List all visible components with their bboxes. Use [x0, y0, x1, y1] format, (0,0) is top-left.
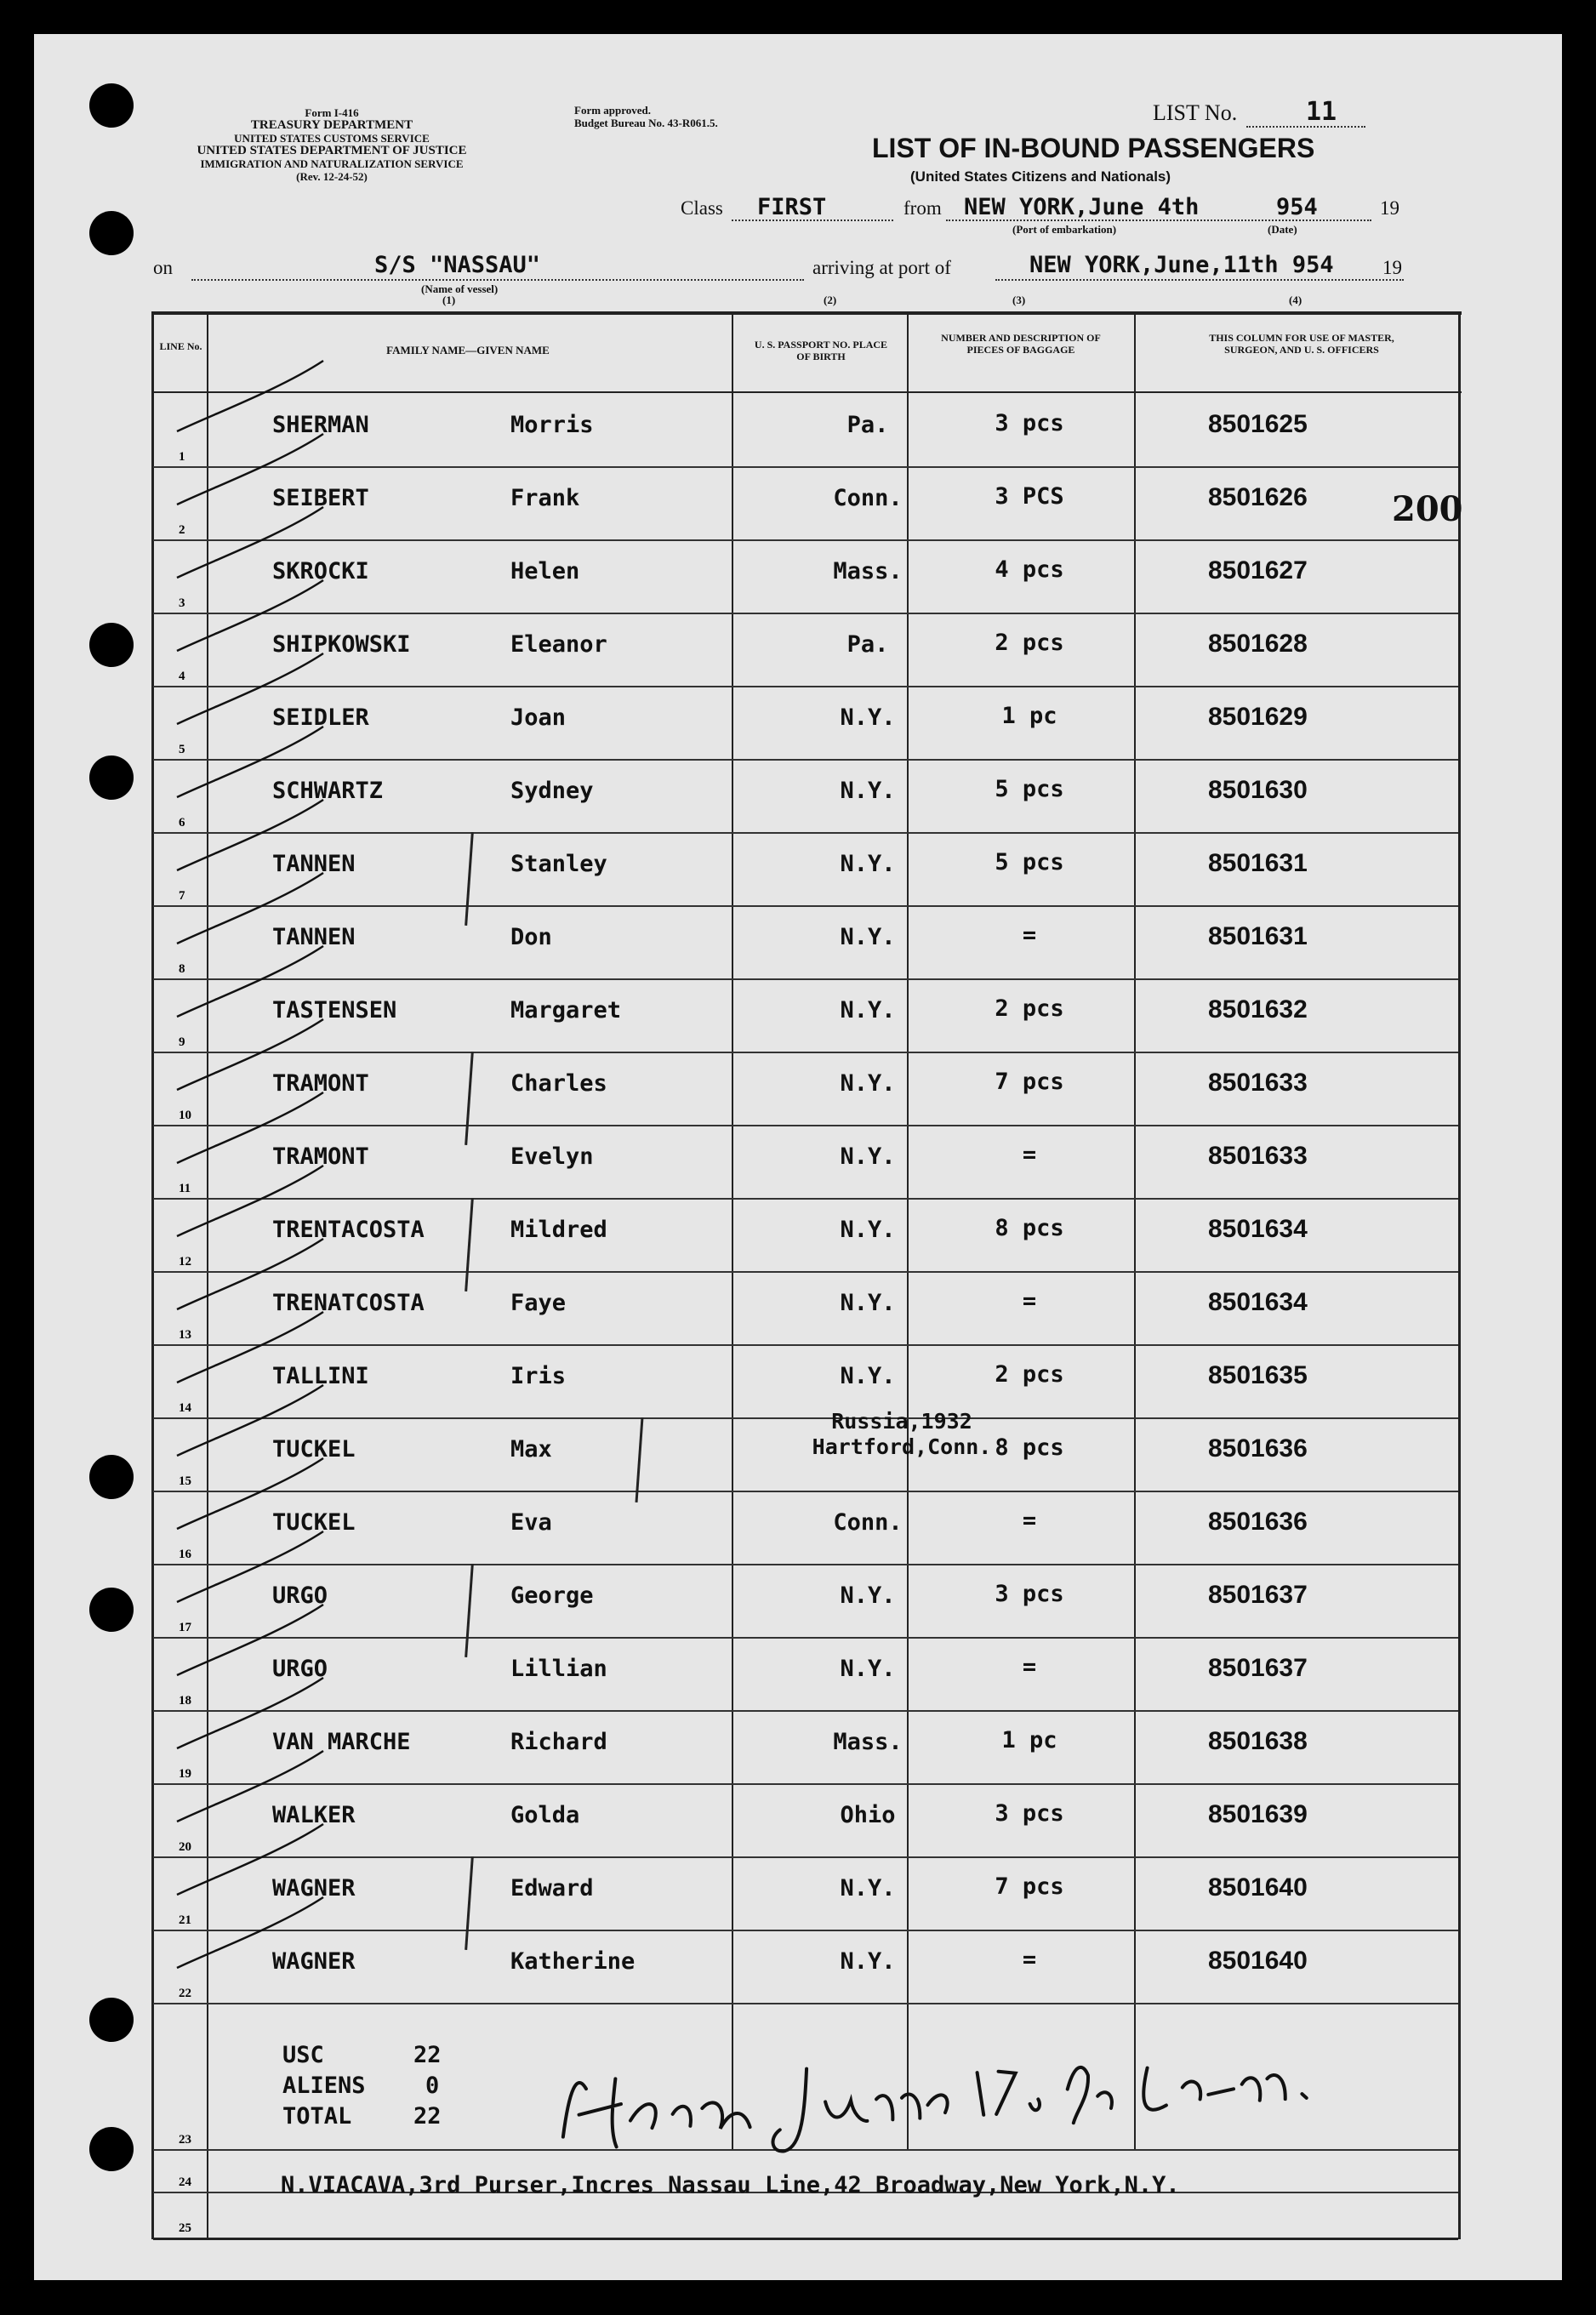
col-number-3: (3): [1012, 294, 1026, 306]
col-number-2: (2): [824, 294, 837, 306]
line-number: 15: [179, 1474, 191, 1488]
table-row: [153, 1564, 1458, 1639]
officer-code: 8501637: [1208, 1581, 1308, 1609]
from-label: from: [903, 197, 942, 219]
baggage-count: 3 PCS: [995, 483, 1064, 510]
officer-code: 8501631: [1208, 849, 1308, 877]
given-name: Evelyn: [510, 1143, 594, 1170]
given-name: Joan: [510, 704, 567, 731]
on-label: on: [153, 257, 173, 278]
line-number: 12: [179, 1255, 191, 1269]
family-name: TRAMONT: [272, 1070, 369, 1097]
vessel-caption: (Name of vessel): [421, 282, 499, 295]
binder-hole: [89, 756, 134, 800]
baggage-count: 1 pc: [1001, 703, 1057, 729]
baggage-count: =: [1022, 1142, 1037, 1168]
class-line: [732, 220, 893, 221]
usc-count: 22: [413, 2042, 442, 2068]
given-name: Stanley: [510, 851, 607, 877]
place-of-birth: Conn.: [833, 1509, 903, 1536]
usc-label: USC: [282, 2042, 324, 2068]
officer-code: 8501625: [1208, 410, 1308, 438]
place-of-birth: Pa.: [846, 412, 889, 438]
place-of-birth: N.Y.: [840, 1875, 896, 1902]
given-name: Morris: [510, 412, 594, 438]
family-name: WAGNER: [272, 1948, 356, 1975]
family-name: TASTENSEN: [272, 997, 397, 1024]
family-name: WALKER: [272, 1802, 356, 1828]
binder-hole: [89, 2127, 134, 2171]
line-number: 14: [179, 1401, 191, 1415]
given-name: Margaret: [510, 997, 622, 1024]
purser-line: N.VIACAVA,3rd Purser,Incres Nassau Line,42 Broadway,New York,N.Y.: [281, 2172, 1180, 2198]
table-row: [153, 978, 1458, 1053]
vessel-line: [191, 279, 804, 281]
family-name: TRENATCOSTA: [272, 1290, 425, 1316]
aliens-count: 0: [425, 2073, 440, 2099]
baggage-count: 1 pc: [1001, 1727, 1057, 1753]
line-number: 9: [179, 1035, 185, 1049]
officer-code: 8501626: [1208, 483, 1308, 511]
place-of-birth: Mass.: [833, 1729, 903, 1755]
column-header-name: FAMILY NAME—GIVEN NAME: [386, 344, 550, 356]
form-approval: [574, 104, 718, 129]
place-of-birth: N.Y.: [840, 704, 896, 731]
officer-code: 8501629: [1208, 703, 1308, 731]
justice-label: UNITED STATES DEPARTMENT OF JUSTICE: [197, 144, 467, 157]
aliens-label: ALIENS: [282, 2073, 366, 2099]
treasury-label: TREASURY DEPARTMENT: [250, 118, 413, 132]
place-of-birth: Russia,1932 Hartford,Conn.: [812, 1409, 992, 1459]
line-number: 4: [179, 670, 185, 683]
column-header-passport: U. S. PASSPORT NO. PLACE OF BIRTH: [754, 339, 888, 362]
table-row: [153, 613, 1458, 687]
table-row: [153, 1125, 1458, 1200]
place-of-birth: N.Y.: [840, 778, 896, 804]
officer-code: 8501632: [1208, 995, 1308, 1024]
family-name: WAGNER: [272, 1875, 356, 1902]
form-agency-block: [145, 106, 519, 183]
table-row: [153, 1052, 1458, 1126]
family-name: TALLINI: [272, 1363, 369, 1389]
line-number: 25: [179, 2221, 191, 2235]
place-of-birth: N.Y.: [840, 851, 896, 877]
table-row: [153, 1856, 1458, 1931]
given-name: Eleanor: [510, 631, 607, 658]
total-label: TOTAL: [282, 2103, 352, 2130]
officer-code: 8501640: [1208, 1873, 1308, 1902]
given-name: Don: [510, 924, 552, 950]
form-number: Form I-416: [305, 106, 359, 119]
margin-note: 200: [1392, 489, 1463, 529]
given-name: Mildred: [510, 1217, 607, 1243]
given-name: Golda: [510, 1802, 580, 1828]
place-of-birth: N.Y.: [840, 997, 896, 1024]
table-row: [153, 2192, 1458, 2240]
approved-label: Form approved.: [574, 104, 652, 117]
embarkation-year: 954: [1276, 194, 1318, 220]
line-number: 2: [179, 523, 185, 537]
baggage-count: 7 pcs: [995, 1873, 1064, 1900]
binder-hole: [89, 83, 134, 128]
line-number: 24: [179, 2175, 191, 2189]
given-name: Sydney: [510, 778, 594, 804]
customs-label: UNITED STATES CUSTOMS SERVICE: [234, 132, 430, 145]
baggage-count: 8 pcs: [995, 1434, 1064, 1461]
family-name: TRAMONT: [272, 1143, 369, 1170]
place-of-birth: Ohio: [840, 1802, 896, 1828]
table-right-border: [1458, 311, 1461, 2239]
place-of-birth: Pa.: [846, 631, 889, 658]
table-row: [153, 905, 1458, 980]
line-number: 19: [179, 1767, 191, 1781]
table-row: [153, 832, 1458, 907]
officer-code: 8501630: [1208, 776, 1308, 804]
page-title: LIST OF IN-BOUND PASSENGERS: [872, 133, 1315, 163]
given-name: Katherine: [510, 1948, 636, 1975]
table-row: [153, 1271, 1458, 1346]
given-name: Richard: [510, 1729, 607, 1755]
binder-hole: [89, 211, 134, 255]
line-number: 23: [179, 2133, 191, 2147]
port-caption: (Port of embarkation): [1012, 223, 1117, 236]
given-name: Edward: [510, 1875, 594, 1902]
baggage-count: =: [1022, 922, 1037, 949]
family-name: SHIPKOWSKI: [272, 631, 411, 658]
table-row: [153, 466, 1458, 541]
family-name: SCHWARTZ: [272, 778, 384, 804]
officer-code: 8501639: [1208, 1800, 1308, 1828]
place-of-birth: N.Y.: [840, 1143, 896, 1170]
binder-hole: [89, 1455, 134, 1499]
table-row: [153, 1930, 1458, 2004]
family-name: SHERMAN: [272, 412, 369, 438]
family-name: URGO: [272, 1582, 328, 1609]
family-name: URGO: [272, 1656, 328, 1682]
line-number: 20: [179, 1840, 191, 1854]
vessel-col-number: (1): [442, 294, 456, 306]
list-number-value: 11: [1306, 97, 1337, 127]
baggage-count: 3 pcs: [995, 1581, 1064, 1607]
revision-label: (Rev. 12-24-52): [296, 170, 368, 183]
line-number: 16: [179, 1548, 191, 1561]
officer-code: 8501627: [1208, 556, 1308, 584]
binder-hole: [89, 1588, 134, 1632]
given-name: Iris: [510, 1363, 567, 1389]
officer-code: 8501635: [1208, 1361, 1308, 1389]
arrival-line: [995, 279, 1404, 281]
arriving-label: arriving at port of: [812, 257, 951, 278]
family-name: TANNEN: [272, 924, 356, 950]
family-name: TANNEN: [272, 851, 356, 877]
place-of-birth: N.Y.: [840, 1217, 896, 1243]
line-number: 3: [179, 596, 185, 610]
line-number: 22: [179, 1987, 191, 2000]
family-name: SEIDLER: [272, 704, 369, 731]
officer-code: 8501633: [1208, 1069, 1308, 1097]
column-header-officers: THIS COLUMN FOR USE OF MASTER, SURGEON, AND U. S. OFFICERS: [1209, 332, 1394, 356]
budget-label: Budget Bureau No. 43-R061.5.: [574, 117, 718, 129]
given-name: Eva: [510, 1509, 552, 1536]
baggage-count: 2 pcs: [995, 995, 1064, 1022]
given-name: Lillian: [510, 1656, 607, 1682]
baggage-count: 8 pcs: [995, 1215, 1064, 1241]
col-number-4: (4): [1289, 294, 1302, 306]
baggage-count: 7 pcs: [995, 1069, 1064, 1095]
baggage-count: 3 pcs: [995, 1800, 1064, 1827]
baggage-count: =: [1022, 1508, 1037, 1534]
place-of-birth: N.Y.: [840, 1363, 896, 1389]
baggage-count: 5 pcs: [995, 776, 1064, 802]
class-label: Class: [681, 197, 723, 219]
list-number-line: [1246, 126, 1365, 128]
given-name: Faye: [510, 1290, 567, 1316]
officer-code: 8501638: [1208, 1727, 1308, 1755]
table-row: [153, 539, 1458, 614]
baggage-count: =: [1022, 1288, 1037, 1314]
officer-code: 8501633: [1208, 1142, 1308, 1170]
line-number: 5: [179, 743, 185, 756]
year-prefix: 19: [1380, 197, 1399, 219]
ins-label: IMMIGRATION AND NATURALIZATION SERVICE: [200, 157, 464, 170]
given-name: Charles: [510, 1070, 607, 1097]
officer-code: 8501640: [1208, 1947, 1308, 1975]
officer-code: 8501634: [1208, 1288, 1308, 1316]
vessel-name: S/S "NASSAU": [374, 252, 541, 278]
baggage-count: 3 pcs: [995, 410, 1064, 436]
place-of-birth: N.Y.: [840, 924, 896, 950]
binder-hole: [89, 623, 134, 667]
place-of-birth: N.Y.: [840, 1290, 896, 1316]
family-name: TUCKEL: [272, 1436, 356, 1463]
arrival-value: NEW YORK,June,11th 954: [1029, 252, 1334, 278]
baggage-count: 2 pcs: [995, 630, 1064, 656]
from-line: [946, 220, 1371, 221]
place-of-birth: Mass.: [833, 558, 903, 584]
table-row: [153, 1710, 1458, 1785]
family-name: TRENTACOSTA: [272, 1217, 425, 1243]
family-name: VAN MARCHE: [272, 1729, 411, 1755]
baggage-count: =: [1022, 1654, 1037, 1680]
total-count: 22: [413, 2103, 442, 2130]
given-name: Helen: [510, 558, 580, 584]
line-number: 13: [179, 1328, 191, 1342]
arrival-year-prefix: 19: [1382, 257, 1402, 278]
family-name: SEIBERT: [272, 485, 369, 511]
embarkation-value: NEW YORK,June 4th: [964, 194, 1200, 220]
place-of-birth: N.Y.: [840, 1582, 896, 1609]
line-number: 21: [179, 1913, 191, 1927]
class-value: FIRST: [757, 194, 827, 220]
given-name: George: [510, 1582, 594, 1609]
table-row: [153, 1344, 1458, 1419]
line-number: 11: [179, 1182, 191, 1195]
family-name: TUCKEL: [272, 1509, 356, 1536]
column-header-baggage: NUMBER AND DESCRIPTION OF PIECES OF BAGGAGE: [941, 332, 1101, 356]
place-of-birth: N.Y.: [840, 1070, 896, 1097]
table-row: [153, 1637, 1458, 1712]
table-row: [153, 686, 1458, 761]
officer-code: 8501637: [1208, 1654, 1308, 1682]
officer-code: 8501634: [1208, 1215, 1308, 1243]
place-of-birth: N.Y.: [840, 1656, 896, 1682]
bracket-mark: [636, 1417, 644, 1502]
baggage-count: 4 pcs: [995, 556, 1064, 583]
table-top-border: [151, 311, 1462, 315]
page-subtitle: (United States Citizens and Nationals): [910, 168, 1171, 185]
given-name: Frank: [510, 485, 580, 511]
table-row: [153, 1783, 1458, 1858]
line-number: 7: [179, 889, 185, 903]
table-row: [153, 393, 1458, 468]
baggage-count: =: [1022, 1947, 1037, 1973]
table-row: [153, 1198, 1458, 1273]
column-header-line: LINE No.: [159, 340, 202, 352]
list-number-label: LIST No.: [1153, 100, 1238, 125]
binder-hole: [89, 1998, 134, 2042]
table-row: [153, 759, 1458, 834]
officer-code: 8501636: [1208, 1508, 1308, 1536]
line-number: 18: [179, 1694, 191, 1708]
table-row: [153, 1491, 1458, 1565]
officer-code: 8501636: [1208, 1434, 1308, 1463]
family-name: SKROCKI: [272, 558, 369, 584]
line-number: 17: [179, 1621, 191, 1634]
line-number: 6: [179, 816, 185, 830]
line-number: 1: [179, 450, 185, 464]
officer-code: 8501631: [1208, 922, 1308, 950]
given-name: Max: [510, 1436, 552, 1463]
officer-code: 8501628: [1208, 630, 1308, 658]
place-of-birth: Conn.: [833, 485, 903, 511]
baggage-count: 2 pcs: [995, 1361, 1064, 1388]
line-number: 8: [179, 962, 185, 976]
place-of-birth: N.Y.: [840, 1948, 896, 1975]
baggage-count: 5 pcs: [995, 849, 1064, 875]
date-caption: (Date): [1268, 223, 1297, 236]
line-number: 10: [179, 1109, 191, 1122]
table-row: [153, 1409, 1458, 1492]
